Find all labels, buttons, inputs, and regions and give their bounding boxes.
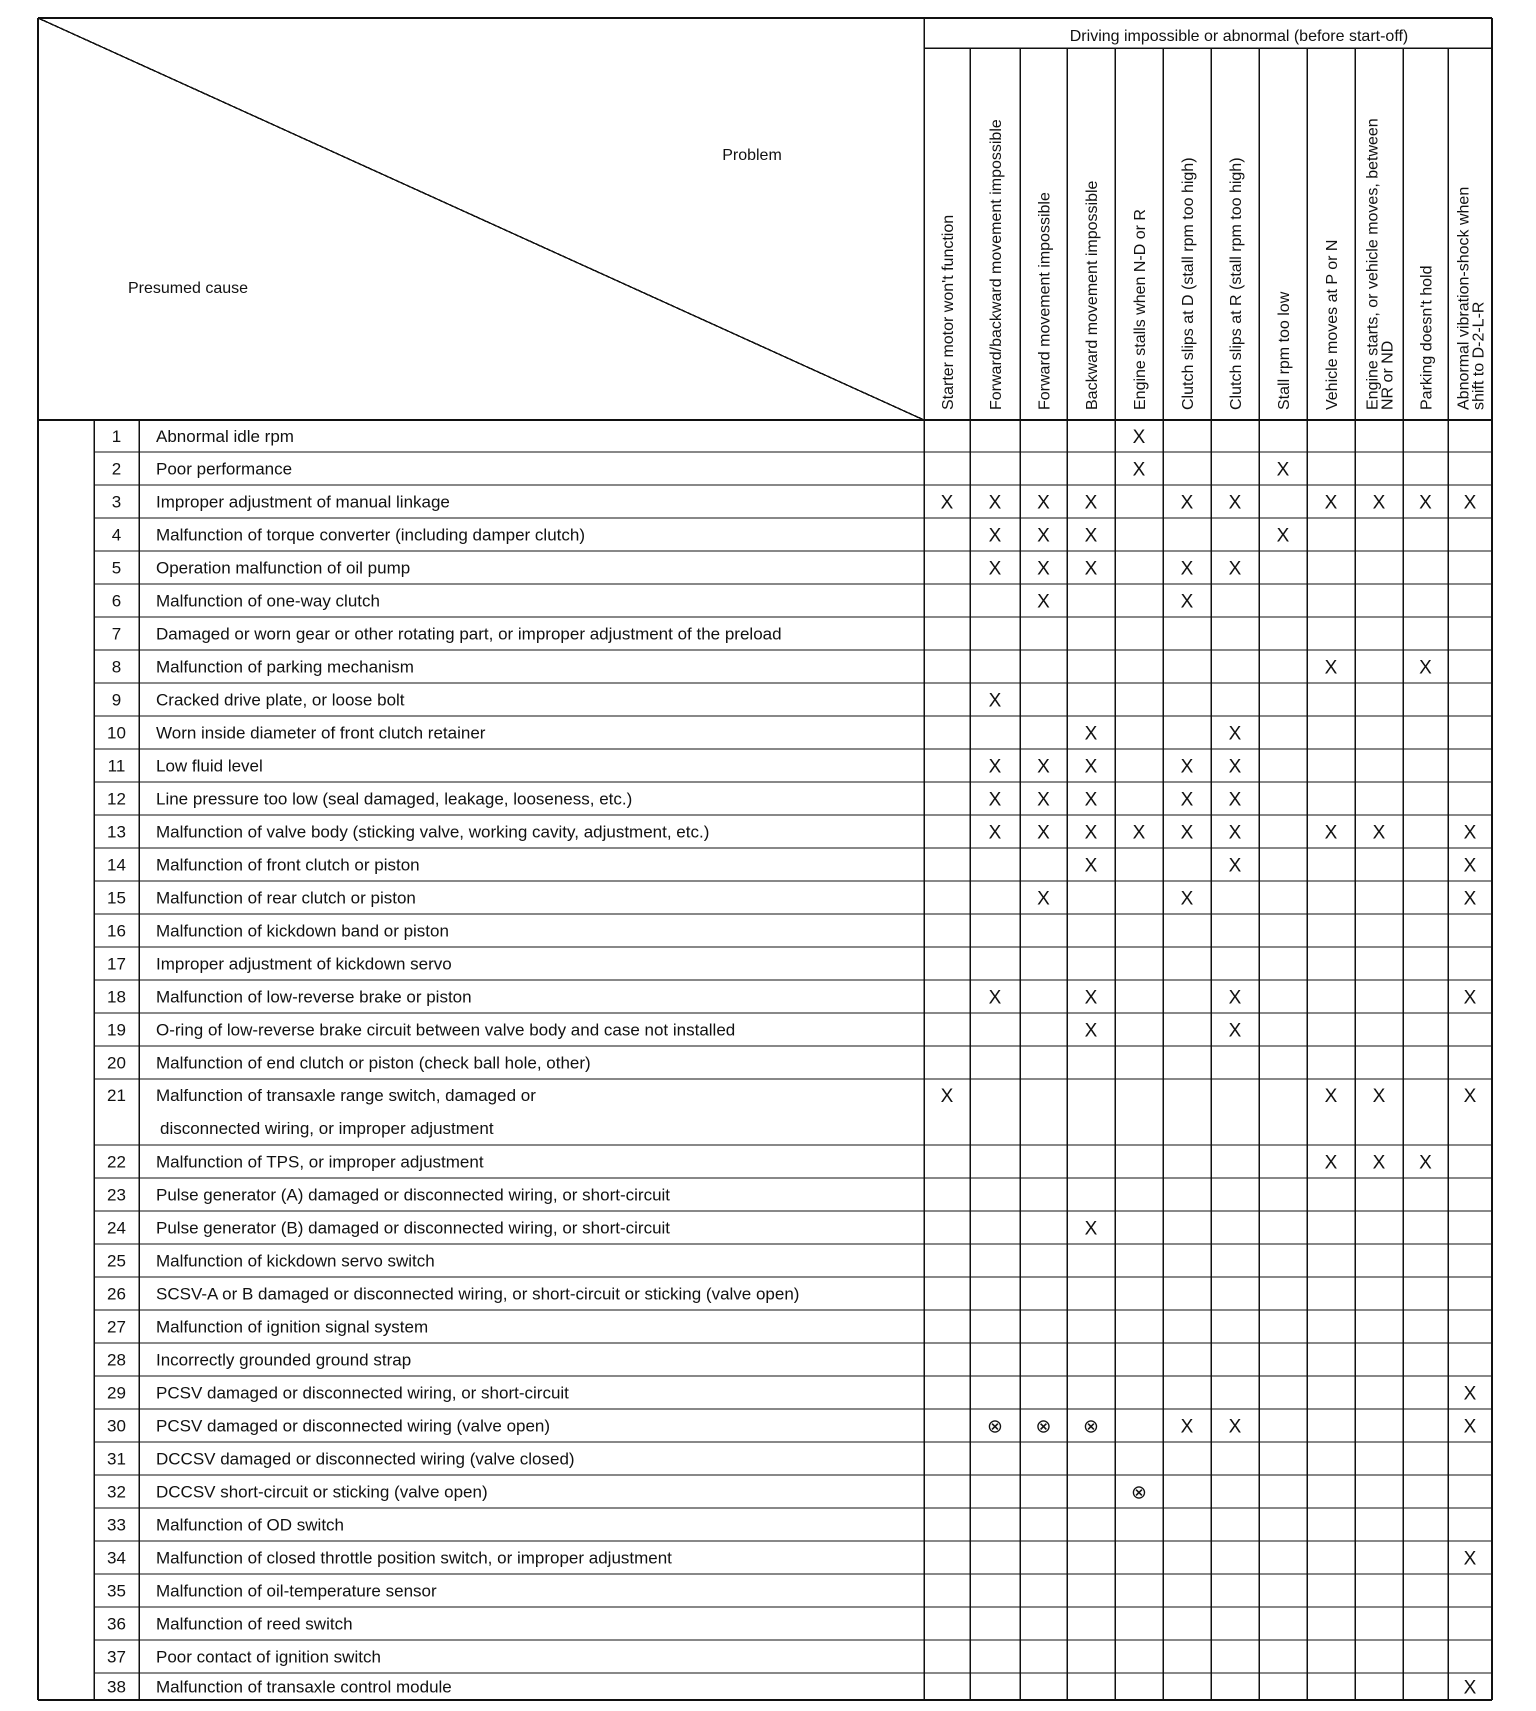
row-number: 13 bbox=[107, 822, 126, 842]
x-mark: X bbox=[1228, 492, 1242, 514]
x-mark: X bbox=[1132, 427, 1146, 448]
row-number: 20 bbox=[107, 1053, 126, 1073]
presumed-cause-text: Malfunction of one-way clutch bbox=[156, 591, 380, 611]
x-mark: X bbox=[1037, 492, 1050, 514]
row-number: 25 bbox=[107, 1251, 126, 1271]
presumed-cause-text: Malfunction of oil-temperature sensor bbox=[156, 1581, 437, 1601]
presumed-cause-text: Malfunction of kickdown servo switch bbox=[156, 1251, 435, 1271]
presumed-cause-text: Damaged or worn gear or other rotating part, or improper adjustment of the preload bbox=[156, 624, 782, 644]
x-mark: X bbox=[1084, 525, 1098, 547]
table-row bbox=[107, 1186, 670, 1205]
x-mark: X bbox=[1084, 855, 1098, 877]
row-number: 38 bbox=[107, 1677, 126, 1697]
table-row bbox=[108, 757, 1242, 778]
table-row bbox=[107, 1549, 1477, 1570]
table-row bbox=[112, 460, 1290, 481]
circled-x-mark: ⊗ bbox=[987, 1416, 1003, 1438]
table-row bbox=[112, 559, 1242, 580]
row-number: 11 bbox=[107, 756, 126, 776]
x-mark: X bbox=[940, 1086, 954, 1107]
x-mark: X bbox=[1372, 822, 1386, 844]
presumed-cause-text: Malfunction of OD switch bbox=[156, 1515, 345, 1535]
table-row bbox=[107, 1648, 381, 1667]
table-row bbox=[107, 1285, 799, 1304]
circled-x-mark: ⊗ bbox=[1035, 1416, 1052, 1438]
row-number: 35 bbox=[107, 1581, 126, 1601]
table-row bbox=[107, 889, 1477, 910]
presumed-cause-label: Presumed cause bbox=[127, 280, 249, 297]
column-header-12: shift to D-2-L-R bbox=[1470, 301, 1488, 410]
table-row bbox=[107, 922, 449, 941]
x-mark: X bbox=[1084, 492, 1098, 514]
x-mark: X bbox=[1324, 492, 1338, 514]
table-row bbox=[107, 1678, 1477, 1699]
column-header-2: Forward/backward movement impossible bbox=[988, 119, 1005, 410]
table-row bbox=[112, 592, 1194, 613]
column-header-11: Parking doesn't hold bbox=[1418, 265, 1436, 410]
x-mark: X bbox=[1419, 1152, 1432, 1174]
presumed-cause-text: Pulse generator (B) damaged or disconnected wiring, or short-circuit bbox=[156, 1218, 671, 1238]
x-mark: X bbox=[1037, 525, 1050, 547]
presumed-cause-text: Abnormal idle rpm bbox=[156, 427, 294, 446]
presumed-cause-text: Malfunction of valve body (sticking valve, working cavity, adjustment, etc.) bbox=[156, 822, 710, 842]
table-row bbox=[107, 1351, 411, 1370]
x-mark: X bbox=[1463, 492, 1477, 514]
row-number: 23 bbox=[107, 1185, 126, 1205]
x-mark: X bbox=[1037, 789, 1050, 811]
presumed-cause-text: PCSV damaged or disconnected wiring (valve open) bbox=[156, 1416, 551, 1436]
x-mark: X bbox=[1180, 789, 1194, 811]
row-number: 3 bbox=[111, 492, 122, 512]
table-row bbox=[107, 1021, 1242, 1042]
table-row bbox=[112, 526, 1290, 547]
table-row bbox=[107, 1318, 428, 1337]
row-number: 17 bbox=[107, 954, 126, 974]
row-number: 32 bbox=[107, 1482, 126, 1502]
x-mark: X bbox=[1324, 1152, 1338, 1174]
column-header-5: Engine stalls when N-D or R bbox=[1132, 209, 1149, 410]
row-number: 8 bbox=[111, 657, 122, 677]
x-mark: X bbox=[1463, 1416, 1477, 1438]
x-mark: X bbox=[1463, 822, 1477, 844]
row-number: 37 bbox=[107, 1647, 126, 1667]
x-mark: X bbox=[1084, 756, 1098, 778]
x-mark: X bbox=[1037, 591, 1050, 613]
table-row bbox=[107, 724, 1242, 745]
x-mark: X bbox=[1037, 822, 1050, 844]
column-header-7: Clutch slips at R (stall rpm too high) bbox=[1228, 157, 1245, 410]
row-number: 33 bbox=[107, 1515, 126, 1535]
x-mark: X bbox=[1037, 558, 1050, 580]
x-mark: X bbox=[1228, 789, 1242, 811]
presumed-cause-text: Malfunction of reed switch bbox=[156, 1614, 353, 1634]
table-row bbox=[107, 1483, 1147, 1504]
x-mark: X bbox=[1372, 492, 1386, 514]
table-row bbox=[107, 1219, 1098, 1240]
table-row bbox=[112, 625, 782, 644]
column-header-10: Engine starts, or vehicle moves, between bbox=[1364, 118, 1382, 410]
x-mark: X bbox=[988, 558, 1002, 580]
presumed-cause-text: SCSV-A or B damaged or disconnected wiring, or short-circuit or sticking (valve open) bbox=[156, 1284, 800, 1304]
x-mark: X bbox=[1228, 558, 1242, 580]
presumed-cause-text: Low fluid level bbox=[156, 756, 263, 776]
column-header-4: Backward movement impossible bbox=[1084, 180, 1101, 410]
table-row bbox=[107, 1516, 344, 1535]
problem-label: Problem bbox=[722, 147, 782, 164]
x-mark: X bbox=[1463, 888, 1477, 910]
presumed-cause-text: DCCSV damaged or disconnected wiring (valve closed) bbox=[156, 1449, 575, 1469]
presumed-cause-text: Malfunction of low-reverse brake or piston bbox=[156, 987, 472, 1007]
x-mark: X bbox=[1180, 492, 1194, 514]
table-row bbox=[107, 1615, 353, 1634]
x-mark: X bbox=[1228, 822, 1242, 844]
x-mark: X bbox=[1132, 459, 1146, 481]
column-header-6: Clutch slips at D (stall rpm too high) bbox=[1180, 157, 1197, 410]
table-row bbox=[112, 658, 1432, 679]
x-mark: X bbox=[1180, 822, 1194, 844]
row-number: 36 bbox=[107, 1614, 126, 1634]
x-mark: X bbox=[988, 822, 1002, 844]
x-mark: X bbox=[988, 987, 1002, 1009]
x-mark: X bbox=[1180, 1416, 1194, 1438]
row-number: 18 bbox=[107, 987, 126, 1007]
row-number: 30 bbox=[107, 1416, 126, 1436]
x-mark: X bbox=[1180, 558, 1194, 580]
column-header-10: NR or ND bbox=[1379, 340, 1397, 410]
row-number: 29 bbox=[107, 1383, 126, 1403]
presumed-cause-text: Malfunction of transaxle control module bbox=[156, 1677, 452, 1697]
presumed-cause-text: Cracked drive plate, or loose bolt bbox=[156, 690, 405, 710]
table-row bbox=[107, 1582, 437, 1601]
presumed-cause-text: Pulse generator (A) damaged or disconnected wiring, or short-circuit bbox=[156, 1185, 671, 1205]
x-mark: X bbox=[1084, 1020, 1098, 1042]
table-row bbox=[107, 856, 1477, 877]
presumed-cause-text: Worn inside diameter of front clutch retainer bbox=[156, 723, 486, 743]
circled-x-mark: ⊗ bbox=[1131, 1482, 1147, 1504]
x-mark: X bbox=[1372, 1086, 1386, 1107]
table-row bbox=[107, 1086, 1477, 1138]
x-mark: X bbox=[988, 492, 1002, 514]
x-mark: X bbox=[1180, 591, 1194, 613]
x-mark: X bbox=[1463, 855, 1477, 877]
table-row bbox=[107, 1417, 1477, 1438]
x-mark: X bbox=[1419, 657, 1432, 679]
x-mark: X bbox=[1324, 1086, 1338, 1107]
x-mark: X bbox=[988, 525, 1002, 547]
table-row bbox=[112, 493, 1477, 514]
x-mark: X bbox=[1419, 492, 1432, 514]
column-header-1: Starter motor won't function bbox=[940, 214, 957, 410]
x-mark: X bbox=[1324, 822, 1338, 844]
presumed-cause-text: Malfunction of transaxle range switch, damaged or bbox=[156, 1086, 536, 1105]
table-row bbox=[107, 1054, 591, 1073]
x-mark: X bbox=[1037, 756, 1050, 778]
column-header-12: Abnormal vibration-shock when bbox=[1455, 186, 1473, 410]
presumed-cause-text: Malfunction of parking mechanism bbox=[156, 657, 414, 677]
presumed-cause-text: Line pressure too low (seal damaged, leakage, looseness, etc.) bbox=[156, 789, 633, 809]
row-number: 19 bbox=[107, 1020, 126, 1040]
presumed-cause-text: Malfunction of closed throttle position switch, or improper adjustment bbox=[156, 1548, 672, 1568]
x-mark: X bbox=[1084, 1218, 1098, 1240]
row-number: 6 bbox=[111, 591, 122, 611]
table-row bbox=[112, 427, 1146, 448]
x-mark: X bbox=[1084, 822, 1098, 844]
table-row bbox=[107, 1450, 575, 1469]
x-mark: X bbox=[988, 789, 1002, 811]
x-mark: X bbox=[1463, 1548, 1477, 1570]
x-mark: X bbox=[1132, 822, 1146, 844]
x-mark: X bbox=[1180, 756, 1194, 778]
presumed-cause-text: PCSV damaged or disconnected wiring, or short-circuit bbox=[156, 1383, 569, 1403]
x-mark: X bbox=[1463, 1383, 1477, 1405]
column-header-8: Stall rpm too low bbox=[1276, 291, 1293, 410]
row-number: 5 bbox=[111, 558, 122, 578]
presumed-cause-text: Malfunction of ignition signal system bbox=[156, 1317, 429, 1337]
x-mark: X bbox=[1084, 723, 1098, 745]
x-mark: X bbox=[1228, 855, 1242, 877]
row-number: 9 bbox=[111, 690, 122, 710]
x-mark: X bbox=[1463, 1086, 1477, 1107]
column-header-9: Vehicle moves at P or N bbox=[1324, 239, 1341, 410]
presumed-cause-text: Improper adjustment of kickdown servo bbox=[156, 954, 452, 974]
group-header: Driving impossible or abnormal (before start-off) bbox=[1069, 28, 1409, 45]
presumed-cause-text: Poor performance bbox=[156, 459, 293, 479]
row-number: 34 bbox=[107, 1548, 126, 1568]
x-mark: X bbox=[1084, 987, 1098, 1009]
table-row bbox=[107, 1384, 1477, 1405]
row-number: 2 bbox=[111, 459, 122, 479]
column-headers bbox=[940, 118, 1488, 410]
circled-x-mark: ⊗ bbox=[1083, 1416, 1099, 1438]
x-mark: X bbox=[1228, 987, 1242, 1009]
presumed-cause-text: disconnected wiring, or improper adjustment bbox=[160, 1119, 494, 1138]
x-mark: X bbox=[1276, 525, 1290, 547]
presumed-cause-text: O-ring of low-reverse brake circuit between valve body and case not installed bbox=[156, 1020, 736, 1040]
row-number: 31 bbox=[107, 1449, 126, 1469]
x-mark: X bbox=[1228, 1020, 1242, 1042]
presumed-cause-text: Operation malfunction of oil pump bbox=[156, 558, 411, 578]
presumed-cause-text: Poor contact of ignition switch bbox=[156, 1647, 381, 1667]
x-mark: X bbox=[988, 756, 1002, 778]
row-number: 12 bbox=[107, 789, 126, 809]
table-row bbox=[107, 823, 1477, 844]
row-number: 14 bbox=[107, 855, 126, 875]
row-number: 28 bbox=[107, 1350, 126, 1370]
table-row bbox=[107, 955, 452, 974]
table-row bbox=[107, 1252, 435, 1271]
x-mark: X bbox=[1228, 1416, 1242, 1438]
table-row bbox=[112, 691, 1002, 712]
x-mark: X bbox=[1372, 1152, 1386, 1174]
presumed-cause-text: Malfunction of rear clutch or piston bbox=[156, 888, 416, 908]
table-row bbox=[107, 988, 1477, 1009]
row-number: 21 bbox=[107, 1086, 126, 1105]
x-mark: X bbox=[1463, 1677, 1477, 1699]
column-header-3: Forward movement impossible bbox=[1036, 192, 1054, 410]
row-number: 15 bbox=[107, 888, 126, 908]
row-number: 22 bbox=[107, 1152, 126, 1172]
x-mark: X bbox=[1084, 558, 1098, 580]
row-number: 10 bbox=[107, 723, 126, 743]
presumed-cause-text: Malfunction of TPS, or improper adjustment bbox=[156, 1152, 484, 1172]
x-mark: X bbox=[1037, 888, 1050, 910]
presumed-cause-text: Malfunction of kickdown band or piston bbox=[156, 921, 449, 941]
row-number: 7 bbox=[111, 624, 122, 644]
table-row bbox=[107, 1153, 1432, 1174]
x-mark: X bbox=[988, 690, 1002, 712]
presumed-cause-text: Improper adjustment of manual linkage bbox=[156, 492, 450, 512]
presumed-cause-text: Malfunction of front clutch or piston bbox=[156, 855, 420, 875]
row-number: 26 bbox=[107, 1284, 126, 1304]
row-number: 4 bbox=[111, 525, 122, 545]
x-mark: X bbox=[1463, 987, 1477, 1009]
row-number: 24 bbox=[107, 1218, 126, 1238]
row-number: 16 bbox=[107, 921, 126, 941]
x-mark: X bbox=[1228, 756, 1242, 778]
x-mark: X bbox=[1084, 789, 1098, 811]
x-mark: X bbox=[1228, 723, 1242, 745]
grid-line bbox=[38, 18, 924, 420]
presumed-cause-text: DCCSV short-circuit or sticking (valve open) bbox=[156, 1482, 488, 1502]
row-number: 27 bbox=[107, 1317, 126, 1337]
x-mark: X bbox=[940, 492, 954, 514]
table-row bbox=[107, 790, 1242, 811]
presumed-cause-text: Malfunction of torque converter (including damper clutch) bbox=[156, 525, 585, 545]
row-number: 1 bbox=[111, 427, 122, 446]
x-mark: X bbox=[1276, 459, 1290, 481]
presumed-cause-text: Incorrectly grounded ground strap bbox=[156, 1350, 412, 1370]
x-mark: X bbox=[1324, 657, 1338, 679]
presumed-cause-text: Malfunction of end clutch or piston (check ball hole, other) bbox=[156, 1053, 591, 1073]
x-mark: X bbox=[1180, 888, 1194, 910]
